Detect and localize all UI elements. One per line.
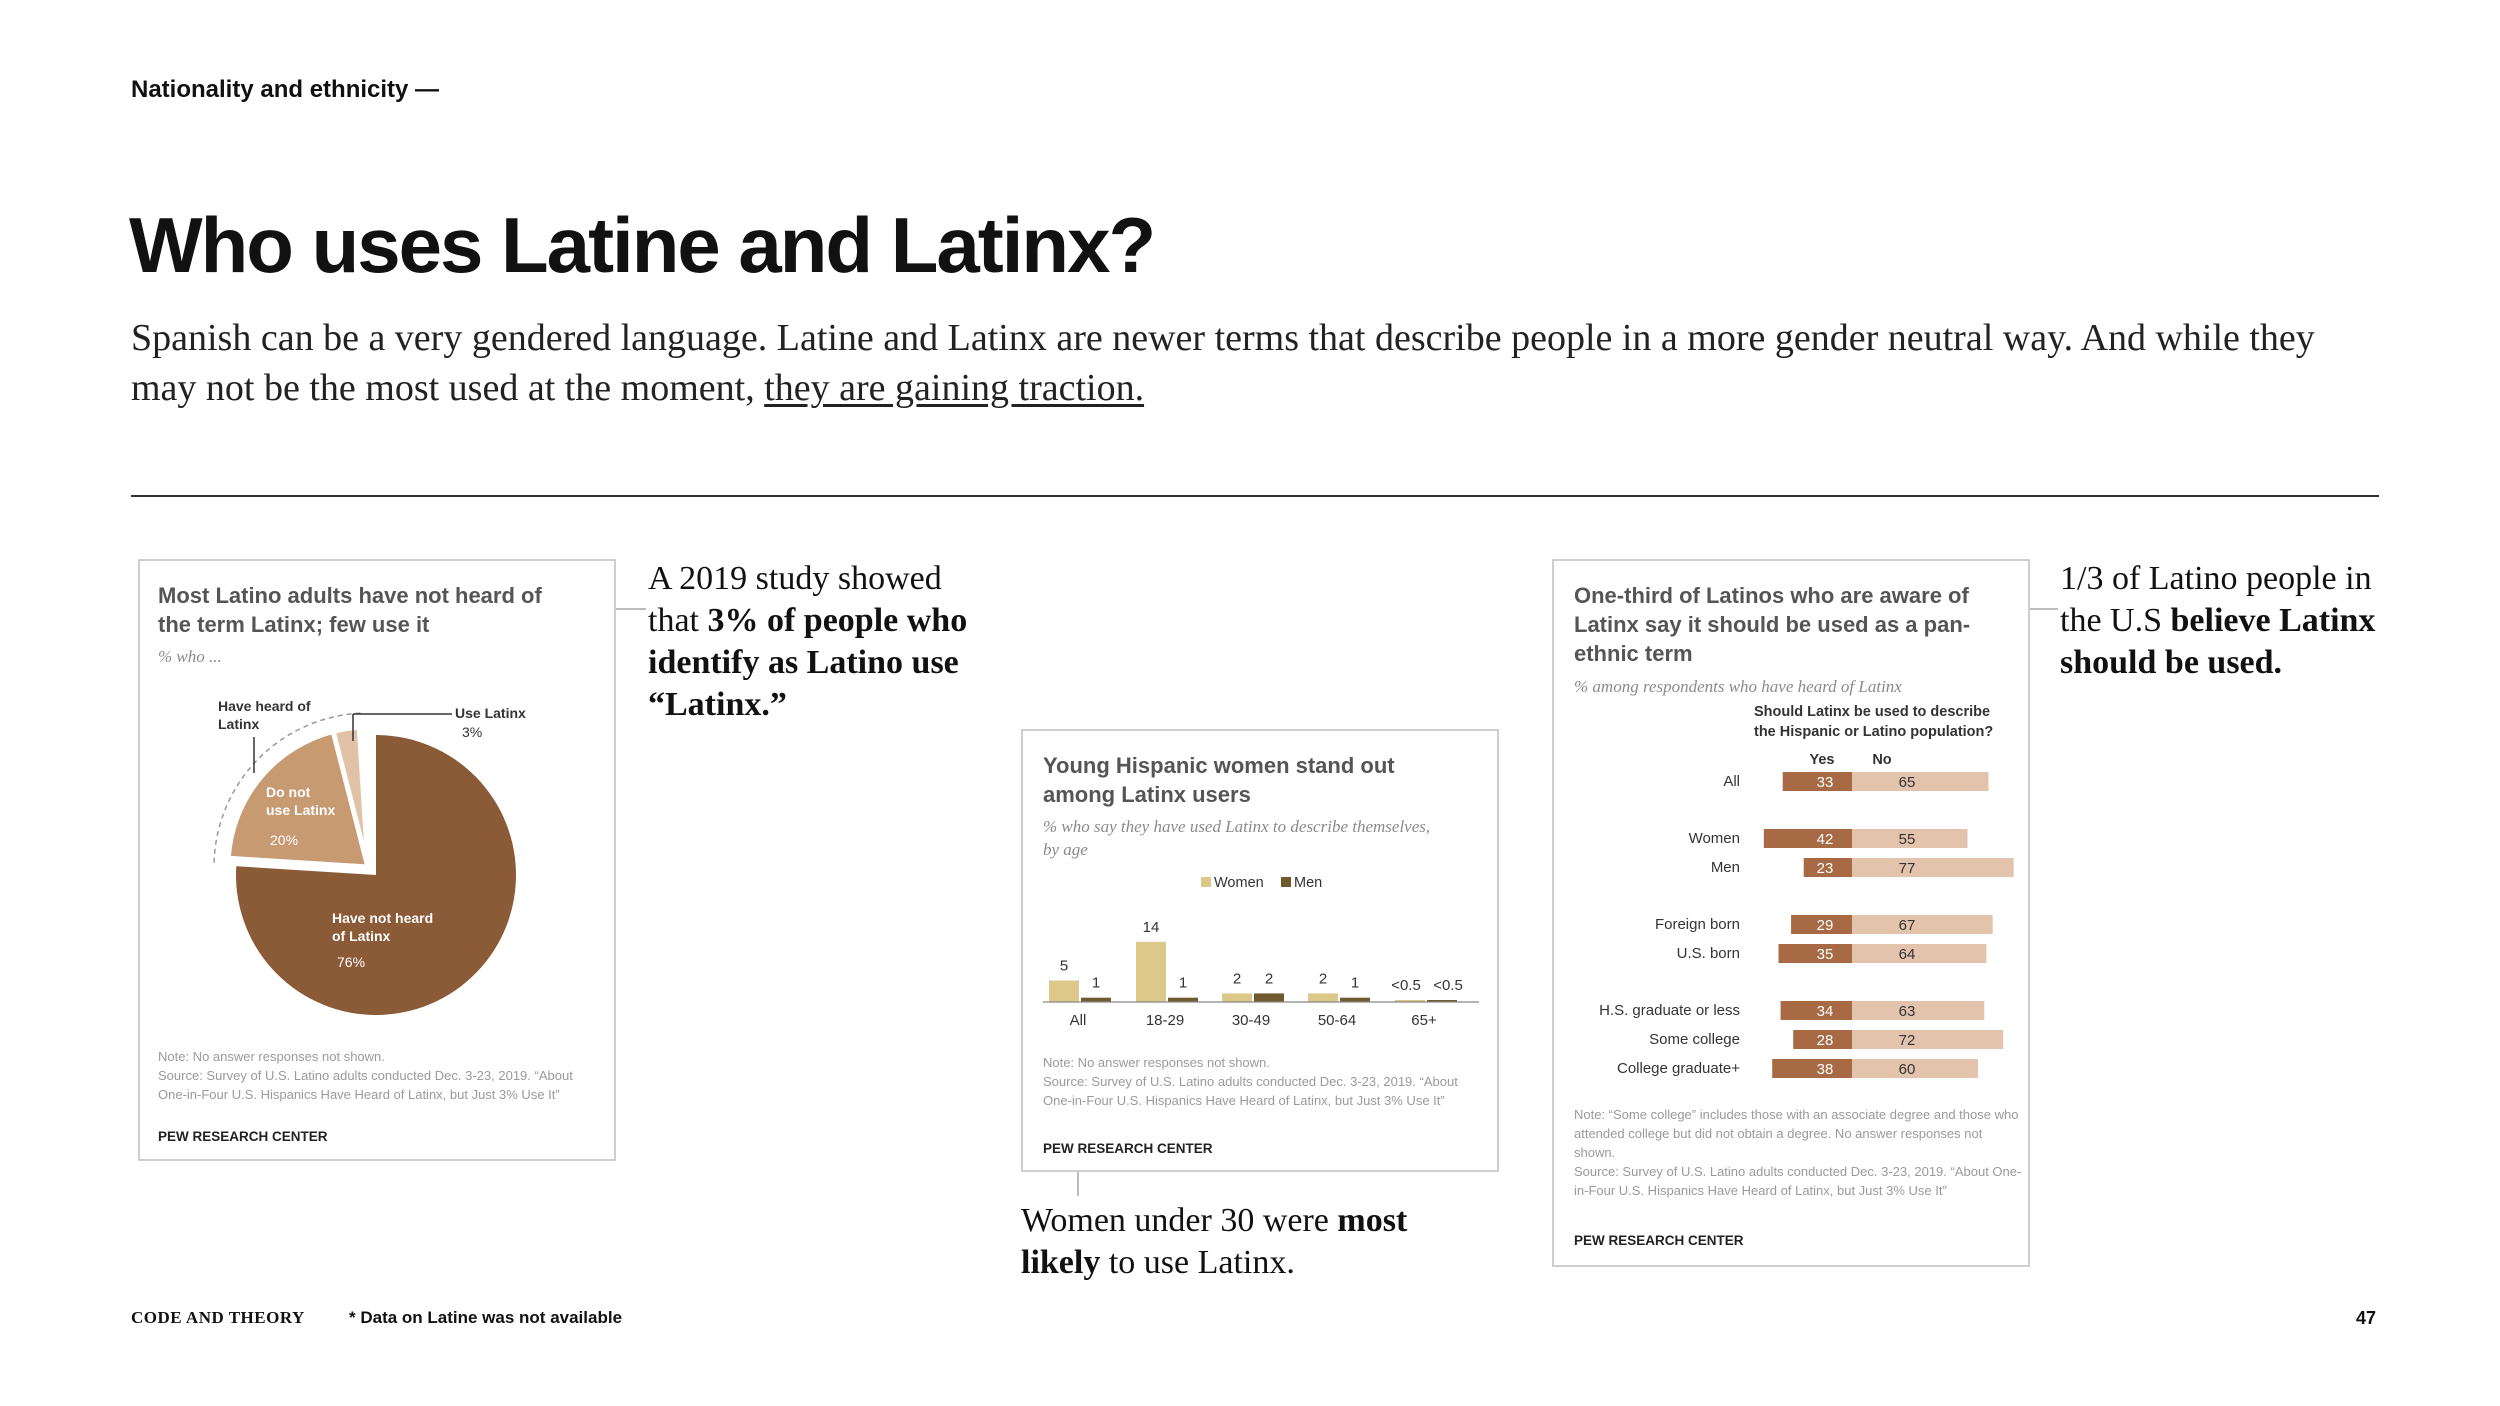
callout-leader-left: [616, 608, 646, 610]
bar-value-label: 1: [1178, 974, 1188, 992]
value-yes: 34: [1816, 1003, 1834, 1020]
value-yes: 42: [1816, 831, 1834, 848]
bar-men: [1254, 993, 1284, 1002]
bar-women: [1222, 993, 1252, 1002]
bar-value-label: 2: [1264, 970, 1274, 988]
pie-donot-label: Do not use Latinx: [266, 784, 336, 818]
bar-chart-card: [1021, 729, 1499, 1172]
pie-heard-label: Have heard of Latinx: [218, 698, 311, 732]
bar-value-label: 2: [1318, 970, 1328, 988]
bar-value-label: 2: [1232, 970, 1242, 988]
bar-men: [1340, 998, 1370, 1002]
div-card-credit: PEW RESEARCH CENTER: [1574, 1233, 1744, 1248]
section-eyebrow: Nationality and ethnicity —: [131, 76, 440, 103]
row-label: Men: [1710, 859, 1740, 876]
bar-women: [1049, 981, 1079, 1003]
callout-study-text: A 2019 study showed that: [648, 560, 942, 639]
legend-swatch-men: [1281, 877, 1291, 887]
bar-value-label: <0.5: [1433, 977, 1463, 994]
callout-leader-middle: [1077, 1172, 1079, 1196]
x-tick-label: 30-49: [1231, 1012, 1271, 1029]
callout-women-tail: to use Latinx.: [1100, 1244, 1295, 1281]
bar-card-credit: PEW RESEARCH CENTER: [1043, 1141, 1213, 1156]
legend-swatch-women: [1201, 877, 1211, 887]
bar-value-label: 5: [1059, 957, 1069, 975]
value-yes: 38: [1816, 1061, 1834, 1078]
row-label: College graduate+: [1616, 1060, 1740, 1077]
x-tick-label: 50-64: [1317, 1012, 1357, 1029]
bar-card-title: Young Hispanic women stand out among Latinx users: [1043, 753, 1395, 807]
pie-card-subtitle: % who ...: [158, 647, 222, 666]
legend-label-men: Men: [1294, 875, 1323, 891]
value-no: 64: [1898, 946, 1916, 963]
bar-value-label: <0.5: [1391, 977, 1421, 994]
callout-women: [1021, 1200, 1441, 1284]
pie-card-note: [158, 1047, 588, 1104]
pie-use-label: Use Latinx: [455, 705, 526, 721]
row-label: Foreign born: [1654, 916, 1740, 933]
footer-note: * Data on Latine was not available: [349, 1308, 623, 1327]
pie-card-title: Most Latino adults have not heard of the term Latinx; few use it: [158, 583, 542, 637]
callout-study-bold: 3% of people who identify as Latino use “Latinx.”: [648, 602, 968, 723]
bar-yes: [1772, 1059, 1852, 1078]
diverging-chart-card: [1552, 559, 2030, 1267]
header-no: No: [1872, 752, 1892, 768]
bar-card-note: [1043, 1053, 1483, 1110]
bar-no: [1852, 1030, 2003, 1049]
bar-women: [1308, 993, 1338, 1002]
value-no: 63: [1898, 1003, 1916, 1020]
value-yes: 33: [1816, 774, 1834, 791]
pie-notheard-label: Have not heard of Latinx: [332, 910, 434, 944]
pie-note-line: Note: No answer responses not shown.: [158, 1049, 385, 1064]
bar-women: [1136, 942, 1166, 1002]
bar-no: [1852, 858, 2014, 877]
bar-men: [1168, 998, 1198, 1002]
row-label: All: [1723, 773, 1740, 790]
div-source-line: Source: Survey of U.S. Latino adults conducted Dec. 3-23, 2019. “About One-in-Four U.S. Hispanics Have Heard of Latinx, but Just 3% Use It”: [1574, 1164, 2022, 1198]
bar-yes: [1779, 944, 1853, 963]
callout-pan-ethnic: [2060, 558, 2380, 684]
intro-text: Spanish can be a very gendered language. Latine and Latinx are newer terms that describe people in a more gender neutral way. And while they may not be the most used at the moment,: [131, 317, 2315, 409]
intro-paragraph: [131, 313, 2381, 413]
value-no: 77: [1898, 860, 1916, 877]
footer-brand: CODE AND THEORY: [131, 1308, 305, 1327]
div-card-subtitle: % among respondents who have heard of Latinx: [1574, 677, 1902, 696]
callout-leader-right: [2030, 608, 2058, 610]
page-number: 47: [2356, 1308, 2377, 1328]
callout-pan-ethnic-bold: believe Latinx should be used.: [2060, 602, 2376, 681]
div-note-line: Note: “Some college” includes those with an associate degree and those who attended college but did not obtain a degree. No answer responses not shown.: [1574, 1107, 2019, 1160]
value-no: 65: [1898, 774, 1916, 791]
pie-use-value: 3%: [462, 724, 483, 740]
divider: [131, 495, 2379, 497]
bar-value-label: 1: [1350, 974, 1360, 992]
bar-value-label: 1: [1091, 974, 1101, 992]
value-yes: 35: [1816, 946, 1834, 963]
callout-pan-ethnic-text: 1/3 of Latino people in the U.S: [2060, 560, 2372, 639]
value-yes: 28: [1816, 1032, 1834, 1049]
bar-yes: [1764, 829, 1852, 848]
x-tick-label: 18-29: [1145, 1012, 1185, 1029]
traction-link[interactable]: they are gaining traction.: [764, 367, 1145, 409]
bar-no: [1852, 915, 1993, 934]
row-label: U.S. born: [1676, 945, 1740, 962]
row-label: Women: [1688, 830, 1740, 847]
pie-notheard-value: 76%: [337, 954, 366, 970]
row-label: H.S. graduate or less: [1599, 1002, 1740, 1019]
pie-card-credit: PEW RESEARCH CENTER: [158, 1129, 328, 1144]
x-tick-label: 65+: [1411, 1012, 1437, 1029]
value-yes: 29: [1816, 917, 1834, 934]
pie-donot-value: 20%: [270, 832, 299, 848]
bar-no: [1852, 1001, 1984, 1020]
callout-women-text: Women under 30 were: [1021, 1202, 1338, 1239]
bar-value-label: 14: [1142, 918, 1160, 936]
pie-source-line: Source: Survey of U.S. Latino adults conducted Dec. 3-23, 2019. “About One-in-Four U.S. Hispanics Have Heard of Latinx, but Just 3% Use It”: [158, 1068, 573, 1102]
row-label: Some college: [1649, 1031, 1740, 1048]
value-no: 55: [1898, 831, 1916, 848]
bar-no: [1852, 772, 1989, 791]
value-yes: 23: [1816, 860, 1834, 877]
header-yes: Yes: [1809, 752, 1835, 768]
value-no: 72: [1898, 1032, 1916, 1049]
value-no: 67: [1898, 917, 1916, 934]
div-question: Should Latinx be used to describe the Hispanic or Latino population?: [1754, 704, 1994, 740]
legend-label-women: Women: [1214, 875, 1264, 891]
bar-note-line: Note: No answer responses not shown.: [1043, 1055, 1270, 1070]
pie-chart-card: [138, 559, 616, 1161]
bar-men: [1081, 998, 1111, 1002]
page-title: Who uses Latine and Latinx?: [129, 201, 1155, 289]
x-tick-label: All: [1069, 1012, 1087, 1029]
div-card-title: One-third of Latinos who are aware of Latinx say it should be used as a pan-ethnic term: [1574, 583, 1971, 666]
bar-card-subtitle: % who say they have used Latinx to describe themselves, by age: [1043, 817, 1431, 859]
callout-women-bold: most likely: [1021, 1202, 1408, 1281]
callout-study: [648, 558, 978, 726]
bar-source-line: Source: Survey of U.S. Latino adults conducted Dec. 3-23, 2019. “About One-in-Four U.S. Hispanics Have Heard of Latinx, but Just 3% Use It”: [1043, 1074, 1458, 1108]
div-card-note: [1574, 1105, 2024, 1200]
value-no: 60: [1898, 1061, 1916, 1078]
bar-no: [1852, 944, 1986, 963]
